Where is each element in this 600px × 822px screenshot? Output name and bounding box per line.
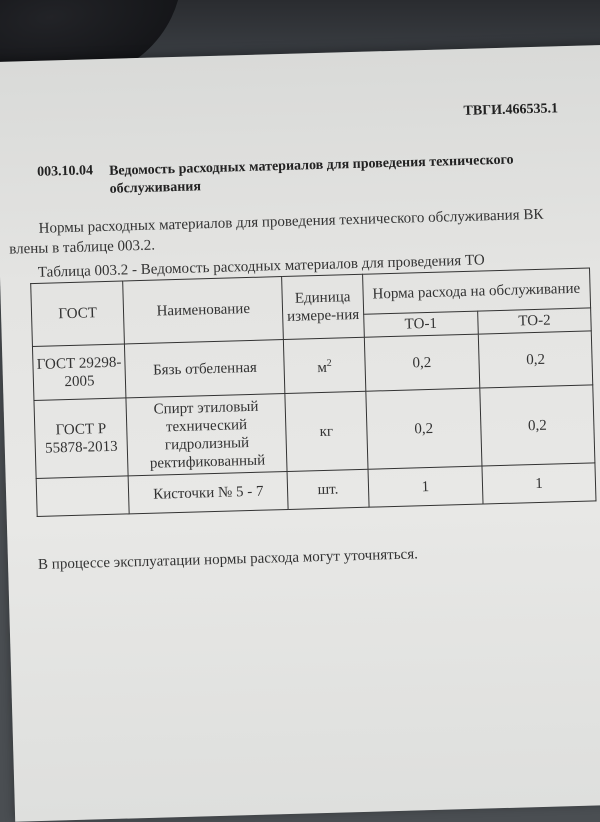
section-number: 003.10.04 (36, 163, 94, 180)
header-unit: Единица измере-ния (282, 274, 364, 339)
cell-gost: ГОСТ 29298-2005 (32, 344, 126, 401)
footer-note: В процессе эксплуатации нормы расхода могут уточняться. (37, 546, 419, 573)
header-to1: ТО-1 (363, 311, 478, 337)
cell-to2: 0,2 (480, 385, 595, 466)
unit-text: м (317, 359, 328, 376)
cell-to1: 1 (368, 466, 484, 507)
cell-name: Спирт этиловый технический гидролизный ректификованный (126, 393, 287, 475)
document-sheet (0, 44, 600, 822)
cell-gost (36, 476, 129, 517)
intro-line-1: Нормы расходных материалов для проведения технического обслуживания ВК (38, 206, 544, 237)
intro-line-2: влены в таблице 003.2. (9, 237, 156, 258)
header-norm-group: Норма расхода на обслуживание (362, 268, 590, 314)
cell-name: Бязь отбеленная (125, 340, 286, 398)
cell-to2: 0,2 (478, 331, 592, 388)
cell-gost: ГОСТ Р 55878-2013 (34, 398, 128, 479)
section-title: Ведомость расходных материалов для проведения технического обслуживания (108, 152, 514, 197)
header-to2: ТО-2 (478, 308, 591, 334)
header-name: Наименование (123, 277, 284, 344)
cell-to1: 0,2 (364, 334, 480, 391)
cell-unit: кг (285, 391, 367, 471)
document-code: ТВГИ.466535.1 (463, 101, 559, 119)
unit-superscript: 2 (326, 357, 332, 369)
cell-to2: 1 (482, 463, 596, 504)
cell-name: Кисточки № 5 - 7 (128, 471, 288, 513)
cell-to1: 0,2 (365, 388, 482, 469)
cell-unit: шт. (287, 469, 368, 509)
materials-table (30, 267, 596, 517)
cell-unit (284, 337, 366, 393)
table-caption: Таблица 003.2 - Ведомость расходных материалов для проведения ТО (37, 252, 485, 281)
header-gost: ГОСТ (31, 281, 125, 347)
